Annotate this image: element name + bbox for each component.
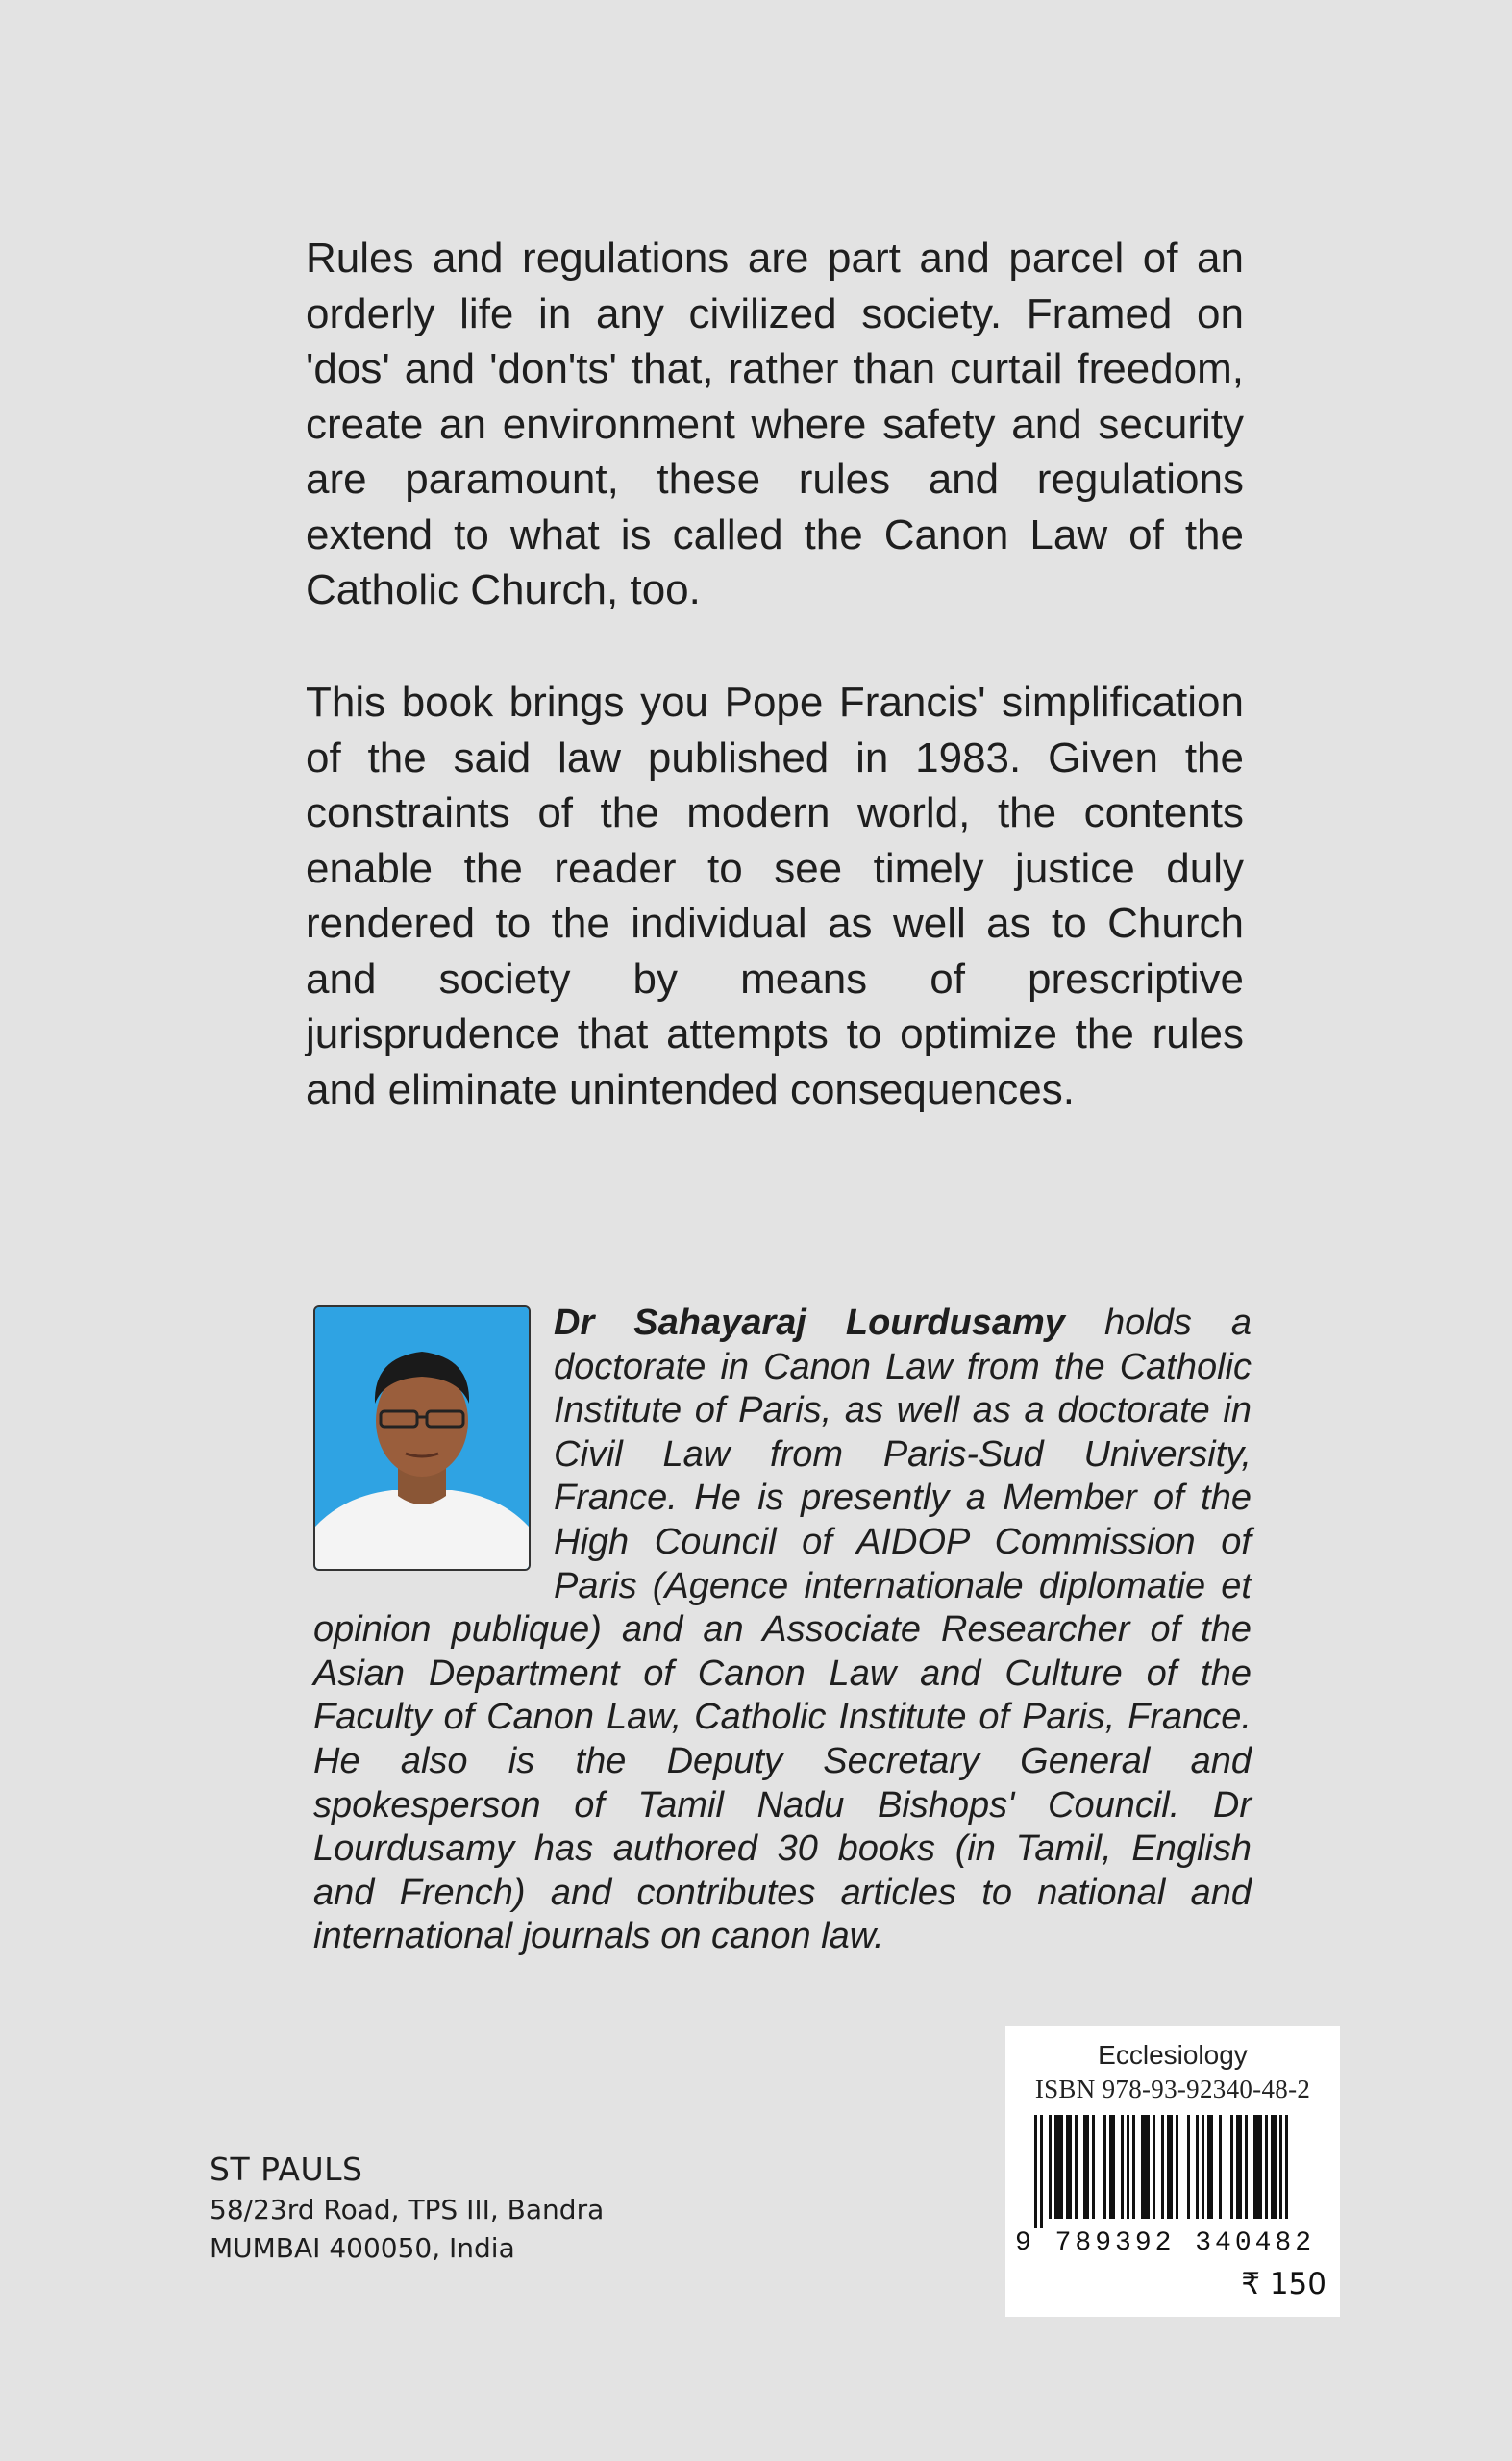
barcode-bar (1245, 2115, 1248, 2219)
barcode-bar (1034, 2115, 1037, 2228)
barcode-bar (1219, 2115, 1222, 2219)
barcode-bar (1285, 2115, 1288, 2219)
barcode-bar (1279, 2115, 1282, 2219)
author-name: Dr Sahayaraj Lourdusamy (554, 1303, 1065, 1343)
barcode-digits: 9 789392 340482 (1015, 2228, 1316, 2258)
barcode-bar (1265, 2115, 1268, 2219)
barcode-bar (1121, 2115, 1124, 2219)
barcode-bar (1083, 2115, 1089, 2219)
barcode-bar (1049, 2115, 1052, 2219)
barcode-panel (1005, 2026, 1340, 2317)
barcode-bar (1132, 2115, 1135, 2219)
barcode-bar (1153, 2115, 1155, 2219)
barcode-bar (1092, 2115, 1095, 2219)
barcode-bar (1054, 2115, 1063, 2219)
barcode-bar (1066, 2115, 1072, 2219)
barcode-bar (1075, 2115, 1078, 2219)
publisher-name: ST PAULS (210, 2150, 363, 2188)
blurb-paragraph-1: Rules and regulations are part and parcel of an orderly life in any civilized society. Framed on 'dos' and 'don'ts' that, rather than curtail freedom, create an environment where safety and security are paramount, these rules and regulations extend to what is called the Canon Law of the Catholic Church, too. (306, 235, 1244, 613)
barcode-bar (1176, 2115, 1178, 2219)
barcode-image (1034, 2115, 1313, 2230)
barcode-bar (1196, 2115, 1199, 2219)
barcode-bar (1127, 2115, 1129, 2219)
price-label: ₹ 150 (1241, 2267, 1326, 2301)
barcode-bar (1109, 2115, 1115, 2219)
isbn-text: ISBN 978-93-92340-48-2 (1034, 2075, 1311, 2103)
barcode-bar (1207, 2115, 1213, 2219)
blurb-paragraph-2: This book brings you Pope Francis' simplification of the said law published in 1983. Given the constraints of the modern world, the contents enable the reader to see timely justice duly rendered to the individual as well as to Church and society by means of prescriptive jurisprudence that attempts to optimize the rules and eliminate unintended consequences. (306, 679, 1244, 1113)
barcode-bar (1103, 2115, 1106, 2219)
barcode-bar (1167, 2115, 1173, 2219)
publisher-address-line-1: 58/23rd Road, TPS III, Bandra (210, 2194, 605, 2225)
barcode-bar (1040, 2115, 1043, 2228)
barcode-bar (1141, 2115, 1150, 2219)
author-bio-text: holds a doctorate in Canon Law from the Catholic Institute of Paris, as well as a doctorate in Civil Law from Paris-Sud University, France. He is presently a Member of the High Council of AIDOP Commission of Paris (Agence internationale diplomatie et opinion publique) and an Associate Researcher of the Asian Department of Canon Law and Culture of the Faculty of Canon Law, Catholic Institute of Paris, France. He also is the Deputy Secretary General and spokesperson of Tamil Nadu Bishops' Council. Dr Lourdusamy has authored 30 books (in Tamil, English and French) and contributes articles to national and international journals on canon law. (313, 1303, 1252, 1957)
publisher-info (210, 2149, 604, 2268)
barcode-bar (1187, 2115, 1190, 2219)
publisher-address-line-2: MUMBAI 400050, India (210, 2232, 515, 2264)
barcode-bar (1253, 2115, 1262, 2219)
author-photo (313, 1305, 531, 1571)
barcode-bar (1236, 2115, 1242, 2219)
barcode-bar (1202, 2115, 1204, 2219)
subject-category: Ecclesiology (1098, 2040, 1248, 2070)
barcode-bar (1271, 2115, 1277, 2219)
author-section (313, 1302, 1252, 1959)
barcode-bar (1161, 2115, 1164, 2219)
barcode-bar (1230, 2115, 1233, 2219)
